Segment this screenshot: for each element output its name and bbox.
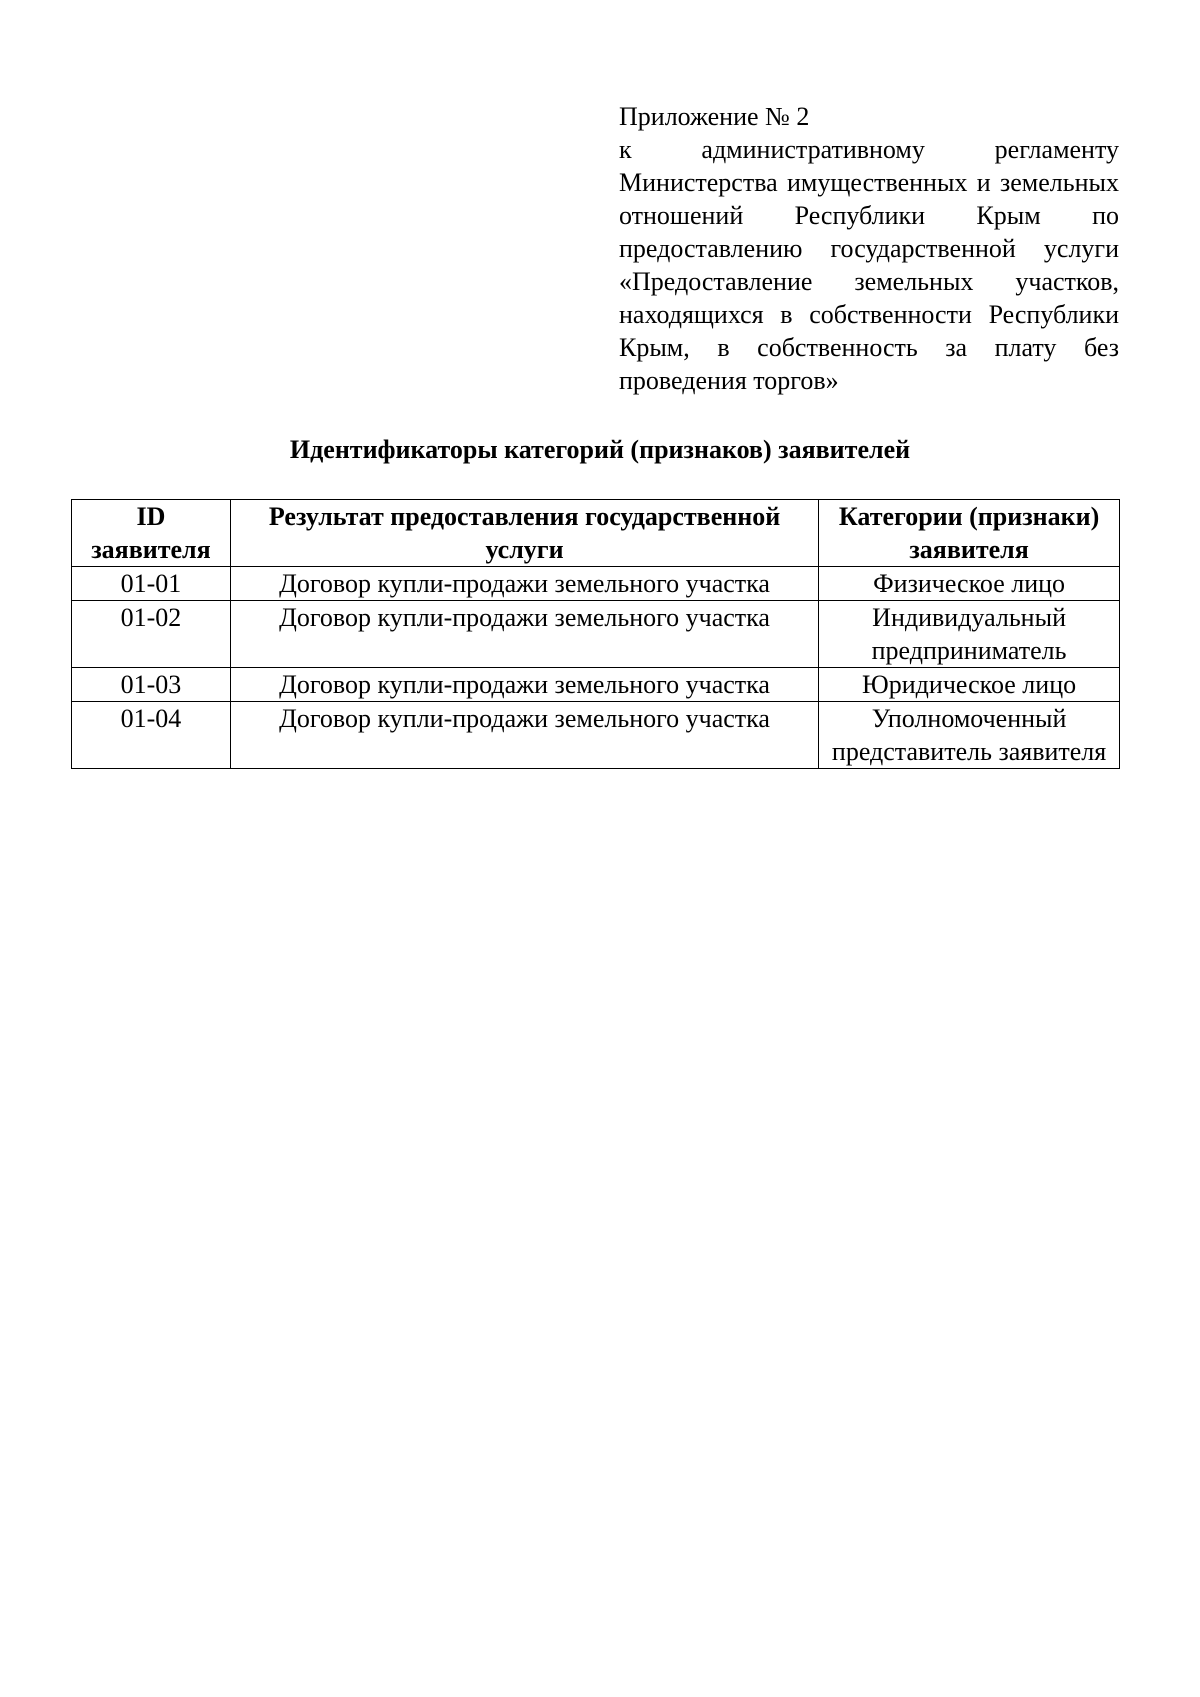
- cell-category: Физическое лицо: [819, 567, 1120, 601]
- cell-id: 01-04: [72, 702, 231, 769]
- cell-id: 01-03: [72, 668, 231, 702]
- appendix-text: к административному регламенту Министерства имущественных и земельных отношений Республики Крым по предоставлению государственной услуги «Предоставление земельных участков, находящихся в собственности Республики Крым, в собственность за плату без проведения торгов»: [619, 135, 1119, 395]
- appendix-title: Приложение № 2: [619, 102, 810, 131]
- cell-category: Индивидуальный предприниматель: [819, 601, 1120, 668]
- cell-result: Договор купли-продажи земельного участка: [230, 601, 818, 668]
- cell-id: 01-01: [72, 567, 231, 601]
- cell-category: Юридическое лицо: [819, 668, 1120, 702]
- cell-result: Договор купли-продажи земельного участка: [230, 567, 818, 601]
- document-title: Идентификаторы категорий (признаков) заявителей: [289, 435, 911, 464]
- appendix-block: [619, 100, 1119, 397]
- cell-id: 01-02: [72, 601, 231, 668]
- cell-category: Уполномоченный представитель заявителя: [819, 702, 1120, 769]
- table-row: [72, 567, 1120, 601]
- applicant-categories-table: [71, 499, 1120, 769]
- table-row: [72, 668, 1120, 702]
- table-row: [72, 601, 1120, 668]
- table-header-row: [72, 500, 1120, 567]
- cell-result: Договор купли-продажи земельного участка: [230, 668, 818, 702]
- table-row: [72, 702, 1120, 769]
- header-category: Категории (признаки) заявителя: [819, 500, 1120, 567]
- header-result: Результат предоставления государственной услуги: [230, 500, 818, 567]
- header-id: ID заявителя: [72, 500, 231, 567]
- cell-result: Договор купли-продажи земельного участка: [230, 702, 818, 769]
